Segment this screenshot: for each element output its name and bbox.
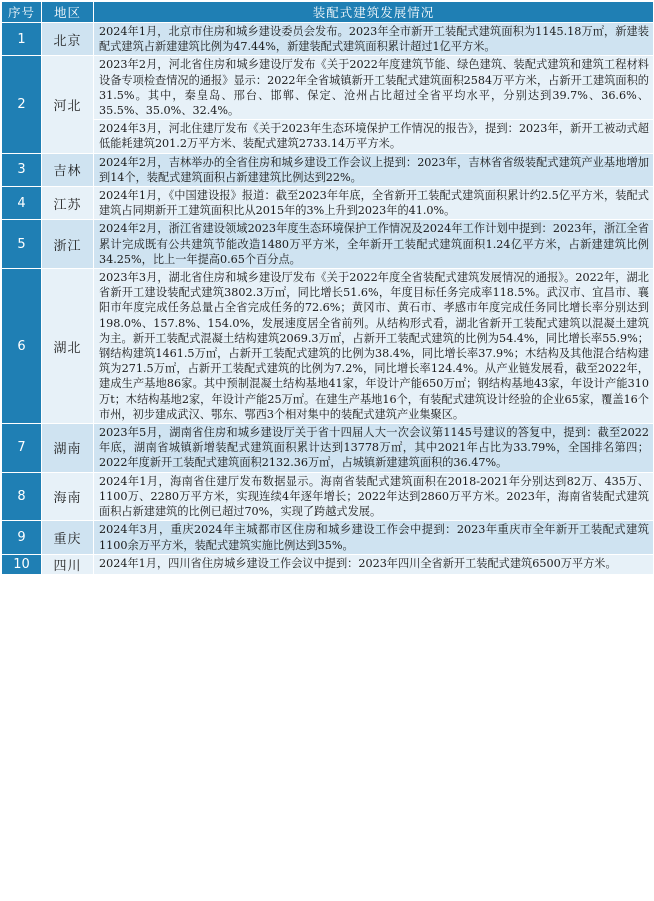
row-region: 重庆 — [42, 521, 94, 554]
row-region: 四川 — [42, 554, 94, 574]
content-paragraph: 2024年2月，浙江省建设领域2023年度生态环境保护工作情况及2024年工作计划中提到：2023年，浙江全省累计完成既有公共建筑节能改造1480万平方米，全年新开工装配式建筑面积1.24亿平方米，占新建建筑比例34.25%，比上一年提高0.65个百分点。 — [99, 222, 649, 266]
table-header — [2, 2, 654, 23]
row-content — [94, 554, 654, 574]
table-row — [2, 23, 654, 56]
table-row — [2, 554, 654, 574]
row-region: 北京 — [42, 23, 94, 56]
row-number: 8 — [2, 472, 42, 521]
row-content — [94, 23, 654, 56]
table-row — [2, 472, 654, 521]
row-region: 江苏 — [42, 187, 94, 220]
content-paragraph: 2024年3月，重庆2024年主城都市区住房和城乡建设工作会中提到：2023年重庆市全年新开工装配式建筑1100余万平方米，装配式建筑实施比例达到35%。 — [99, 523, 649, 552]
row-content — [94, 187, 654, 220]
header-region: 地区 — [42, 2, 94, 23]
table-row — [2, 56, 654, 153]
row-region: 吉林 — [42, 153, 94, 186]
content-paragraph: 2024年1月，四川省住房城乡建设工作会议中提到：2023年四川全省新开工装配式建筑6500万平方米。 — [99, 556, 617, 570]
row-number: 4 — [2, 187, 42, 220]
row-region: 浙江 — [42, 220, 94, 269]
row-content — [94, 472, 654, 521]
content-paragraph: 2024年1月，海南省住建厅发布数据显示。海南省装配式建筑面积在2018-2021年分别达到82万、435万、1100万、2280万平方米，实现连续4年逐年增长；2022年达到2860万平方米。2023年，海南省装配式建筑面积占新建建筑的比例已超过70%，实现了跨越式发展。 — [99, 474, 649, 519]
table-row — [2, 269, 654, 424]
row-number: 2 — [2, 56, 42, 153]
table-body — [2, 23, 654, 575]
row-number: 9 — [2, 521, 42, 554]
table-row — [2, 153, 654, 186]
row-number: 10 — [2, 554, 42, 574]
content-paragraph: 2023年3月，湖北省住房和城乡建设厅发布《关于2022年度全省装配式建筑发展情况的通报》。2022年，湖北省新开工建设装配式建筑3802.3万㎡，同比增长51.6%，年度目标任务完成率118.5%。武汉市、宜昌市、襄阳市年度完成任务总量占全省完成任务的72.6%；黄冈市、黄石市、孝感市年度完成任务同比增长率分别达到198.0%、157.8%、154.0%，发展速度居全省前列。从结构形式看，湖北省新开工装配式建筑以混凝土建筑为主。新开工装配式混凝土结构建筑2069.3万㎡，占新开工装配式建筑的比例为54.4%，同比增长率55.9%；钢结构建筑1461.5万㎡，占新开工装配式建筑的比例为38.4%，同比增长率37.9%；木结构及其他混合结构建筑为271.5万㎡，占新开工装配式建筑的比例为7.2%，同比增长率124.4%。从产业链发展看，截至2022年，建成生产基地86家。其中预制混凝土结构基地41家，年设计产能650万㎡；钢结构基地43家，年设计产能310万t；木结构基地2家，年设计产能25万㎡。在建生产基地16个，有装配式建筑设计经验的企业65家，覆盖16个市州，初步建成武汉、鄂东、鄂西3个相对集中的装配式建筑产业集聚区。 — [99, 271, 649, 421]
content-paragraph: 2024年2月，吉林举办的全省住房和城乡建设工作会议上提到：2023年，吉林省省级装配式建筑产业基地增加到14个，装配式建筑面积占新建建筑比例达到22%。 — [99, 155, 649, 184]
construction-table — [1, 1, 654, 575]
row-number: 6 — [2, 269, 42, 424]
row-content — [94, 153, 654, 186]
header-no: 序号 — [2, 2, 42, 23]
row-content — [94, 269, 654, 424]
table-row — [2, 220, 654, 269]
content-paragraph: 2023年2月，河北省住房和城乡建设厅发布《关于2022年度建筑节能、绿色建筑、装配式建筑和建筑工程材料设备专项检查情况的通报》显示：2022年全省城镇新开工装配式建筑面积2584万平方米，占新开工建筑面积的31.5%。其中，秦皇岛、邢台、邯郸、保定、沧州占比超过全省平均水平，分别达到39.7%、36.6%、35.5%、35.0%、32.4%。 — [99, 58, 649, 118]
row-number: 7 — [2, 424, 42, 473]
row-content — [94, 220, 654, 269]
content-paragraph: 2023年5月，湖南省住房和城乡建设厅关于省十四届人大一次会议第1145号建议的答复中，提到：截至2022年底，湖南省城镇新增装配式建筑面积累计达到13778万㎡，其中2021年占比为33.79%，全国排名第四；2022年度新开工装配式建筑面积2132.36万㎡，占城镇新建建筑面积的36.47%。 — [99, 426, 649, 470]
row-number: 5 — [2, 220, 42, 269]
table-row — [2, 187, 654, 220]
row-number: 3 — [2, 153, 42, 186]
content-paragraph: 2024年1月，北京市住房和城乡建设委员会发布。2023年全市新开工装配式建筑面积为1145.18万㎡，新建装配式建筑占新建建筑比例为47.44%，新建装配式建筑面积累计超过1亿平方米。 — [99, 25, 649, 54]
row-content — [94, 56, 654, 153]
header-content: 装配式建筑发展情况 — [94, 2, 654, 23]
row-region: 海南 — [42, 472, 94, 521]
table-row — [2, 424, 654, 473]
row-content — [94, 424, 654, 473]
content-paragraph: 2024年3月，河北住建厅发布《关于2023年生态环境保护工作情况的报告》，提到：2023年，新开工被动式超低能耗建筑201.2万平方米、装配式建筑2733.14万平方米。 — [94, 119, 653, 151]
table-row — [2, 521, 654, 554]
row-region: 湖北 — [42, 269, 94, 424]
content-paragraph: 2024年1月，《中国建设报》报道：截至2023年年底，全省新开工装配式建筑面积累计约2.5亿平方米，装配式建筑占同期新开工建筑面积比从2015年的3%上升到2023年的41.0%。 — [99, 189, 649, 218]
row-region: 湖南 — [42, 424, 94, 473]
row-content — [94, 521, 654, 554]
row-region: 河北 — [42, 56, 94, 153]
row-number: 1 — [2, 23, 42, 56]
